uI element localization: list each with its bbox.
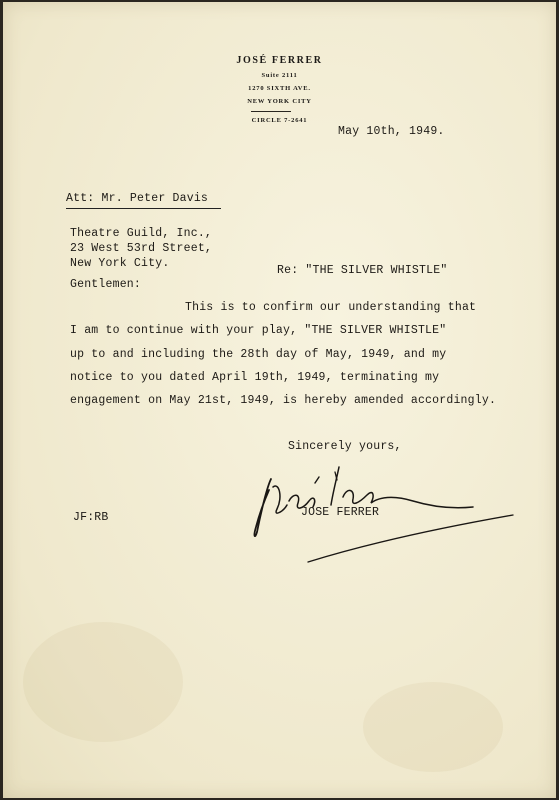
closing: Sincerely yours, (288, 440, 402, 453)
recipient-line-2: 23 West 53rd Street, (70, 242, 213, 255)
letter-date: May 10th, 1949. (338, 125, 445, 138)
body-line-3: up to and including the 28th day of May, 1949, and my (70, 348, 447, 361)
letterhead-name: JOSÉ FERRER (236, 55, 323, 66)
salutation: Gentlemen: (70, 278, 142, 291)
paper-stain (23, 622, 183, 742)
body-line-2: I am to continue with your play, "THE SILVER WHISTLE" (70, 324, 447, 337)
attention-underline (66, 208, 221, 209)
letterhead-street: 1270 SIXTH AVE. (248, 85, 311, 92)
recipient-line-1: Theatre Guild, Inc., (70, 227, 213, 240)
letterhead-suite: Suite 2111 (261, 72, 298, 79)
paper-stain (363, 682, 503, 772)
body-line-5: engagement on May 21st, 1949, is hereby amended accordingly. (70, 394, 497, 407)
letterhead-divider (251, 111, 291, 112)
body-line-4: notice to you dated April 19th, 1949, terminating my (70, 371, 440, 384)
typist-initials: JF:RB (73, 511, 109, 524)
signature-name: JOSE FERRER (301, 506, 380, 519)
letter-page (3, 2, 556, 798)
letterhead-city: NEW YORK CITY (247, 98, 312, 105)
attention-line: Att: Mr. Peter Davis (66, 192, 209, 205)
body-line-1: This is to confirm our understanding that (185, 301, 477, 314)
letterhead-phone: CIRCLE 7-2641 (251, 117, 308, 124)
recipient-line-3: New York City. (70, 257, 170, 270)
subject-line: Re: "THE SILVER WHISTLE" (277, 264, 448, 277)
handwritten-signature (243, 457, 523, 567)
